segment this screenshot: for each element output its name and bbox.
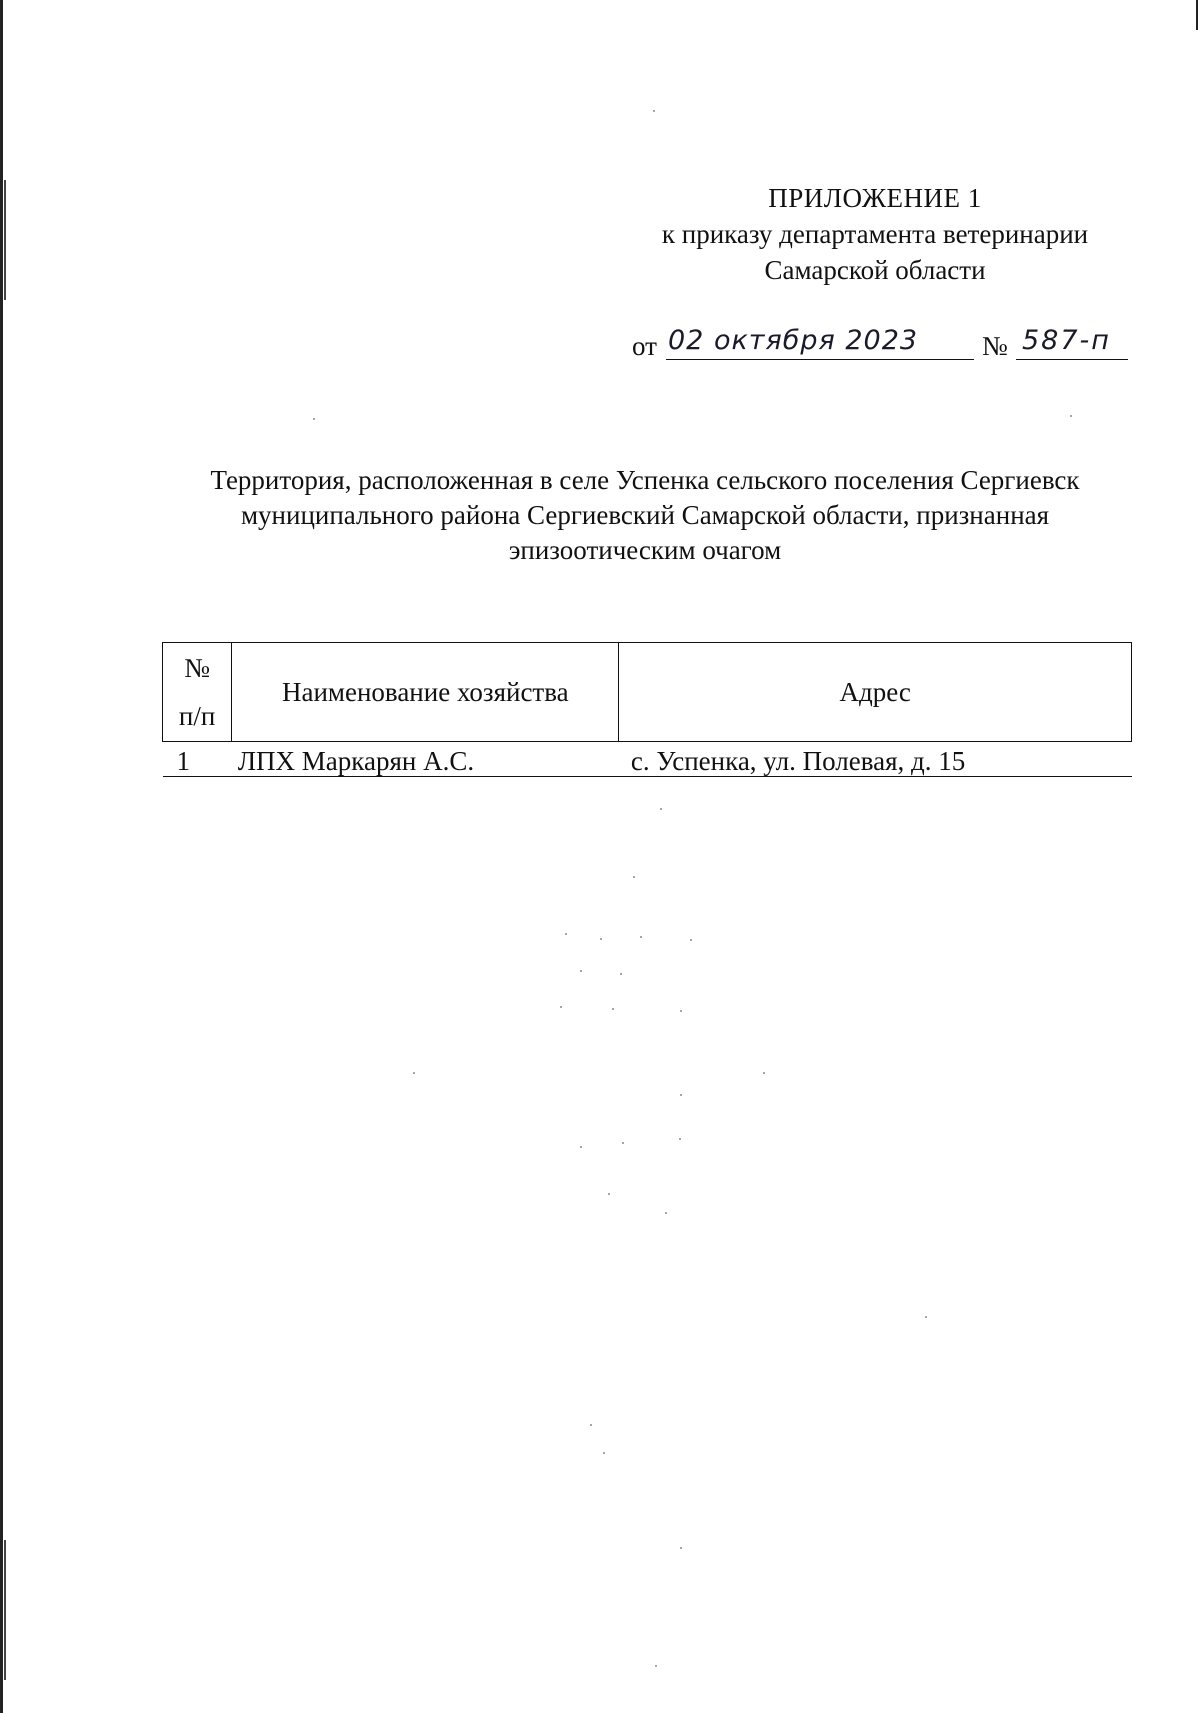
appendix-line-2: Самарской области — [764, 255, 986, 285]
header-farm-name: Наименование хозяйства — [232, 643, 619, 742]
scan-speck — [925, 1316, 927, 1318]
scan-speck — [560, 1006, 562, 1008]
scan-speck — [608, 1193, 610, 1195]
handwritten-date: 02 октября 2023 — [668, 325, 919, 356]
appendix-line-1: к приказу департамента ветеринарии — [661, 219, 1089, 249]
order-reference — [632, 325, 1132, 365]
title-line-2: муниципального района Сергиевский Самарской области, признанная — [240, 500, 1050, 530]
title-line-1: Территория, расположенная в селе Успенка сельского поселения Сергиевск — [210, 465, 1080, 495]
scan-speck — [612, 1008, 614, 1010]
scan-speck — [600, 938, 602, 940]
header-address: Адрес — [619, 643, 1132, 742]
scan-left-edge-mark — [4, 180, 6, 300]
scan-speck — [590, 1424, 592, 1426]
table-header-row — [163, 643, 1132, 742]
scan-speck — [763, 1072, 765, 1074]
title-line-3: эпизоотическим очагом — [508, 535, 782, 565]
scan-right-edge-mark — [1196, 0, 1198, 30]
scan-speck — [413, 1072, 415, 1074]
scan-speck — [620, 973, 622, 975]
scan-speck — [1070, 415, 1072, 417]
date-label: от — [632, 331, 657, 361]
scan-speck — [580, 1146, 582, 1148]
scan-speck — [690, 939, 692, 941]
scan-speck — [640, 936, 642, 938]
scan-speck — [679, 1138, 681, 1140]
scan-left-edge-mark — [4, 1540, 6, 1680]
appendix-heading: ПРИЛОЖЕНИЕ 1 — [768, 183, 982, 213]
scan-speck — [653, 110, 655, 112]
scan-speck — [680, 1547, 682, 1549]
scan-speck — [633, 876, 635, 878]
header-number: № п/п — [163, 643, 232, 742]
date-field — [666, 325, 974, 360]
scan-speck — [580, 970, 582, 972]
number-label: № — [982, 331, 1008, 361]
row-address: с. Успенка, ул. Полевая, д. 15 — [619, 742, 1132, 777]
table-row — [163, 742, 1132, 777]
number-field — [1016, 325, 1128, 360]
handwritten-number: 587-п — [1022, 325, 1111, 356]
scan-speck — [313, 418, 315, 420]
scan-speck — [565, 933, 567, 935]
scan-speck — [680, 1010, 682, 1012]
row-number: 1 — [163, 742, 232, 777]
appendix-block — [640, 180, 1110, 288]
row-farm-name: ЛПХ Маркарян А.С. — [232, 742, 619, 777]
scan-speck — [660, 808, 662, 810]
scan-speck — [655, 1665, 657, 1667]
scan-left-edge — [0, 0, 3, 1713]
scan-speck — [680, 1094, 682, 1096]
document-title — [170, 463, 1120, 568]
scan-speck — [603, 1452, 605, 1454]
farms-table — [162, 642, 1132, 777]
scan-speck — [622, 1142, 624, 1144]
scan-speck — [665, 1212, 667, 1214]
